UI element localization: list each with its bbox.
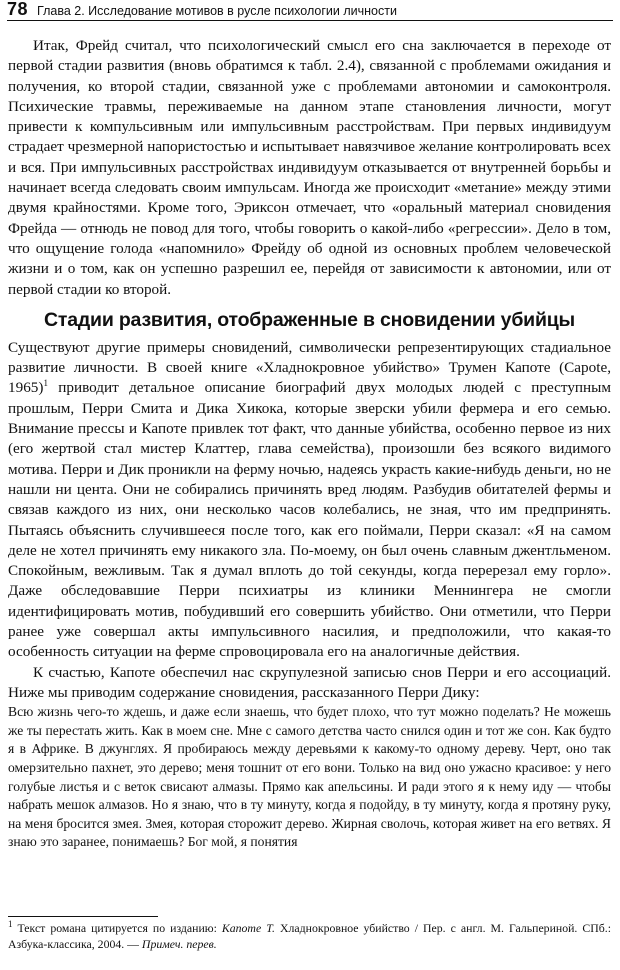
footnote-text-2: Хладнокровное убийство / Пер. с англ. М. Гальпериной. СПб.: Азбука-классика, 2004. — [8, 921, 611, 951]
dream-quote: Всю жизнь чего-то ждешь, и даже если знаешь, что будет плохо, что тут можно поделать? Не можешь же ты перестать жить. Как в моем сне. Мне с самого детства часто снился один и тот же сон. Как будто я в Африке. В джунглях. Я пробираюсь между деревьями к какому-то одному дереву. Черт, оно так омерзительно пахнет, это дерево; меня тошнит от его вони. Только на вид оно ужасно красивое: у него голубые листья и с веток свисают алмазы. Прямо как апельсины. И ради этого я к нему иду — чтобы набрать мешок алмазов. Но я знаю, что в ту минуту, когда я подойду, в ту минуту, когда я протяну руку, на меня бросится змея. Змея, которая сторожит дерево. Жирная сволочь, которая живет на его ветвях. Я знаю это заранее, понимаешь? Бог мой, я понятия [8, 704, 611, 850]
footnote-note: Примеч. перев. [141, 937, 217, 951]
footnote-text-1: Текст романа цитируется по изданию: [12, 921, 222, 935]
footnote-reference[interactable]: 1 [43, 378, 48, 389]
footnote [8, 920, 611, 952]
paragraph-2-text-start: Существуют другие примеры сновидений, символически репрезентирующих стадиальное развитие личности. В своей книге «Хладнокровное убийство» Трумен Капоте (Capote, 1965) [8, 338, 611, 397]
section-heading: Стадии развития, отображенные в сновидении убийцы [44, 308, 575, 331]
running-head-title: Глава 2. Исследование мотивов в русле психологии личности [37, 4, 397, 18]
main-text [8, 36, 611, 852]
footnote-author: Капоте Т. [221, 921, 275, 935]
footnote-divider [8, 916, 158, 917]
page-number: 78 [7, 0, 29, 19]
paragraph-2 [8, 338, 611, 663]
footnote-marker: 1 [8, 919, 13, 930]
paragraph-2-text-end: приводит детальное описание биографий двух молодых людей с преступным прошлым, Перри Смита и Дика Хикока, которые зверски убили фермера и его семью. Внимание прессы и Капоте привлек тот факт, что данные убийства, особенно первое из них (его жертвой стал мистер Клаттер, глава семейства), произошли без всякого видимого мотива. Перри и Дик проникли на ферму ночью, надеясь украсть какие-нибудь деньги, но не нашли ни цента. Они не собирались причинять вред людям. Разбудив обитателей фермы и связав каждого из них, они несколько часов колебались, не зная, что им предпринять. Пытаясь объяснить случившееся после того, как его поймали, Перри сказал: «Я на самом деле не хотел причинять ему никакого зла. По-моему, он был очень славным джентльменом. Спокойным, вежливым. Так я думал вплоть до той секунды, когда перерезал ему горло». Даже обследовавшие Перри психиатры из клиники Меннингера не смогли идентифицировать мотив, побудивший его совершить убийство. Они отметили, что Перри ранее уже совершал акты импульсивного насилия, и предположили, что какая-то особенность ситуации на ферме спровоцировала его на аналогичные действия. [8, 379, 611, 661]
paragraph-3: К счастью, Капоте обеспечил нас скрупулезной записью снов Перри и его ассоциаций. Ниже мы приводим содержание сновидения, рассказанного Перри Дику: [8, 663, 611, 701]
page-header [7, 0, 613, 21]
paragraph-1: Итак, Фрейд считал, что психологический смысл его сна заключается в переходе от первой стадии развития (вновь обратимся к табл. 2.4), связанной с проблемами ожидания и получения, ко второй стадии, связанной уже с проблемами автономии и самоконтроля. Психические травмы, переживаемые на данном этапе становления личности, могут привести к компульсивным или импульсивным расстройствам. При первых индивидуум страдает чрезмерной напористостью и испытывает навязчивое желание контролировать всех и вся. При импульсивных расстройствах индивидуум отказывается от внутренней борьбы и начинает всегда следовать своим импульсам. Иногда же происходит «метание» между этими двумя крайностями. Кроме того, Эриксон отмечает, что «оральный материал сновидения Фрейда — отнюдь не повод для того, чтобы говорить о какой-либо «регрессии». Дело в том, что ощущение голода «напомнило» Фрейду об одной из основных проблем человеческой жизни и о том, как он успешно разрешил ее, перейдя от зависимости к автономии, или от первой стадии ко второй. [8, 37, 611, 298]
